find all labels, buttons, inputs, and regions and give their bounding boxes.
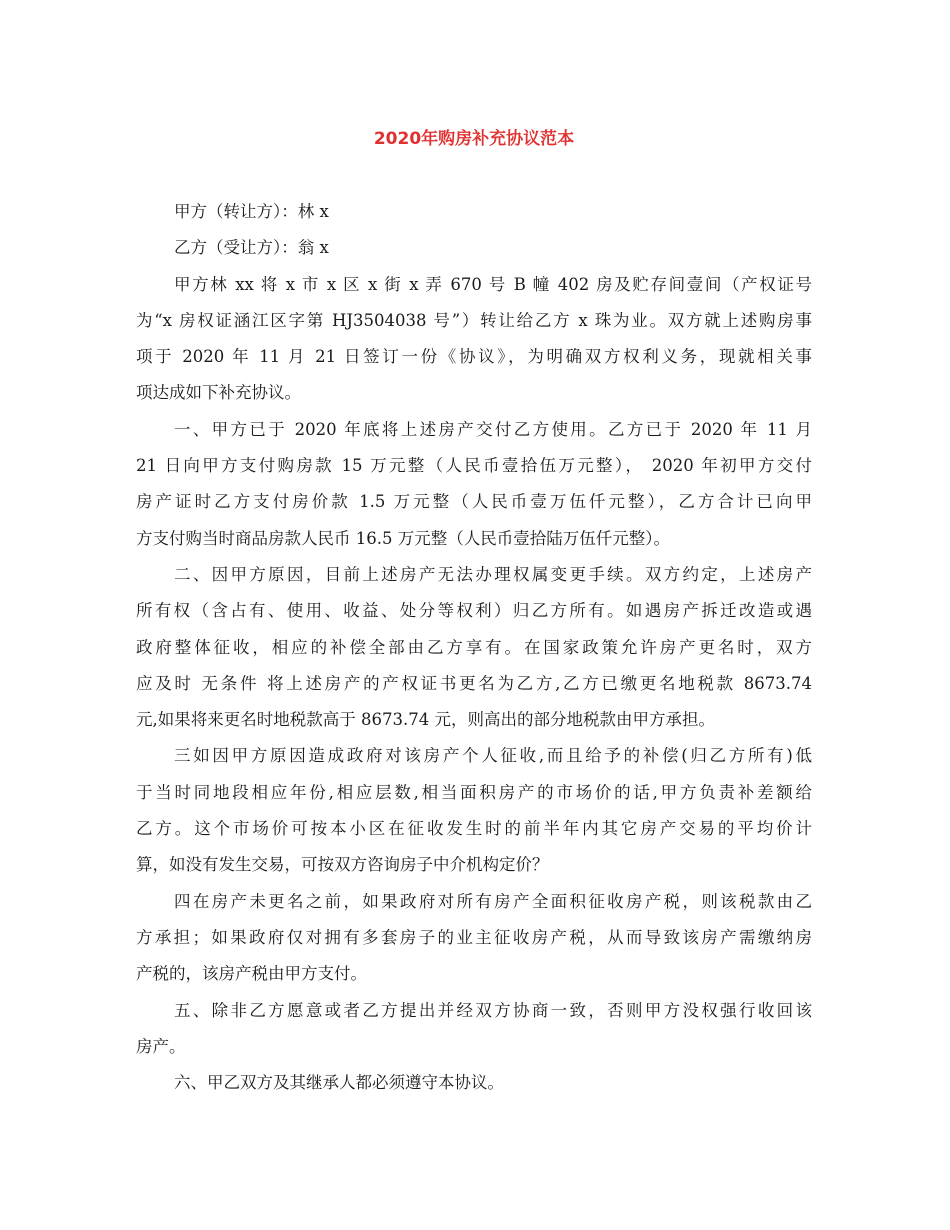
paragraph-line: 21 日向甲方支付购房款 15 万元整（人民币壹拾伍万元整）， 2020 年初甲方交付 [136, 456, 812, 476]
paragraph-clause-2 [136, 557, 812, 738]
paragraph-line: 房产证时乙方支付房价款 1.5 万元整（人民币壹万伍仟元整），乙方合计已向甲 [136, 492, 812, 512]
document-body [136, 194, 812, 1101]
paragraph-line: 项达成如下补充协议。 [136, 383, 301, 403]
paragraph-line: 政府整体征收，相应的补偿全部由乙方享有。在国家政策允许房产更名时，双方 [136, 637, 812, 657]
paragraph-clause-3 [136, 738, 812, 883]
paragraph-line: 二、因甲方原因，目前上述房产无法办理权属变更手续。双方约定，上述房产 [174, 564, 812, 584]
paragraph-line: 方承担；如果政府仅对拥有多套房子的业主征收房产税，从而导致该房产需缴纳房 [136, 927, 812, 947]
paragraph-line: 乙方（受让方）：翁 x [174, 238, 329, 258]
paragraph-line: 甲方（转让方）：林 x [174, 202, 329, 221]
document-title: 2020年购房补充协议范本 [373, 129, 575, 149]
paragraph-clause-5 [136, 993, 812, 1066]
paragraph-line: 元,如果将来更名时地税款高于 8673.74 元，则高出的部分地税款由甲方承担。 [136, 710, 715, 730]
paragraph-line: 应及时 无条件 将上述房产的产权证书更名为乙方,乙方已缴更名地税款 8673.74 [136, 673, 812, 693]
paragraph-line: 四在房产未更名之前，如果政府对所有房产全面积征收房产税，则该税款由乙 [174, 891, 812, 911]
paragraph-line: 于当时同地段相应年份,相应层数,相当面积房产的市场价的话,甲方负责补差额给 [136, 782, 812, 802]
paragraph-line: 一、甲方已于 2020 年底将上述房产交付乙方使用。乙方已于 2020 年 11 月 [174, 419, 812, 439]
paragraph-party-b [136, 230, 812, 266]
paragraph-line: 所有权（含占有、使用、收益、处分等权利）归乙方所有。如遇房产拆迁改造或遇 [136, 601, 812, 621]
paragraph-party-a [136, 194, 812, 230]
paragraph-line: 项于 2020 年 11 月 21 日签订一份《协议》，为明确双方权利义务，现就相关事 [136, 347, 812, 367]
paragraph-line: 乙方。这个市场价可按本小区在征收发生时的前半年内其它房产交易的平均价计 [136, 819, 812, 839]
paragraph-line: 为“x 房权证涵江区字第 HJ3504038 号”）转让给乙方 x 珠为业。双方就上述购房事 [136, 310, 812, 330]
paragraph-line: 六、甲乙双方及其继承人都必须遵守本协议。 [174, 1073, 504, 1093]
paragraph-line: 方支付购当时商品房款人民币 16.5 万元整（人民币壹拾陆万伍仟元整）。 [136, 528, 670, 548]
paragraph-line: 房产。 [136, 1036, 186, 1056]
paragraph-clause-4 [136, 884, 812, 993]
paragraph-line: 三如因甲方原因造成政府对该房产个人征收,而且给予的补偿(归乙方所有)低 [174, 746, 812, 766]
paragraph-clause-6 [136, 1065, 812, 1101]
paragraph-line: 甲方林 xx 将 x 市 x 区 x 街 x 弄 670 号 B 幢 402 房及贮存间壹间（产权证号 [174, 274, 812, 294]
paragraph-line: 产税的，该房产税由甲方支付。 [136, 964, 367, 984]
paragraph-line: 算，如没有发生交易，可按双方咨询房子中介机构定价？ [136, 855, 549, 875]
paragraph-line: 五、除非乙方愿意或者乙方提出并经双方协商一致，否则甲方没权强行收回该 [174, 1000, 812, 1020]
paragraph-clause-1 [136, 412, 812, 557]
paragraph-intro [136, 267, 812, 412]
